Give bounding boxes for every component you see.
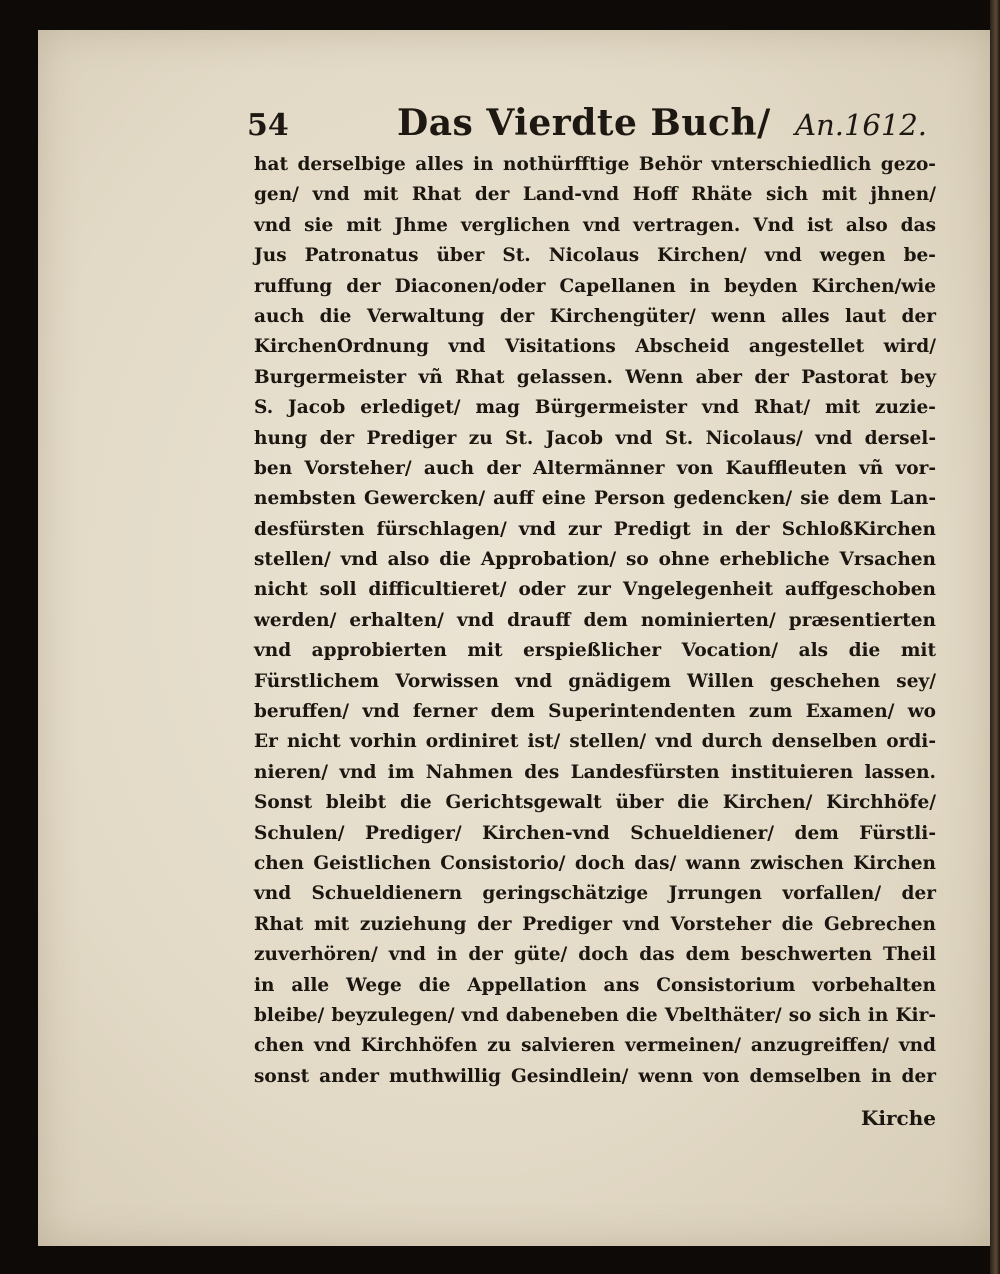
- text-line: werden/ erhalten/ vnd drauff dem nominierten/ præsentierten: [254, 609, 936, 631]
- text-line: Jus Patronatus über St. Nicolaus Kirchen/ vnd wegen be-: [254, 245, 936, 267]
- text-line: zuverhören/ vnd in der güte/ doch das dem beschwerten Theil: [254, 944, 936, 966]
- book-spine-edge: [990, 0, 1000, 1274]
- catchword: Kirche: [861, 1106, 936, 1130]
- text-line: desfürsten fürschlagen/ vnd zur Predigt in der SchloßKirchen: [254, 518, 936, 540]
- text-line: vnd sie mit Jhme verglichen vnd vertragen. Vnd ist also das: [254, 214, 936, 236]
- text-line: Burgermeister vñ Rhat gelassen. Wenn aber der Pastorat bey: [254, 366, 936, 388]
- text-line: chen vnd Kirchhöfen zu salvieren vermeinen/ anzugreiffen/ vnd: [254, 1035, 936, 1057]
- text-line: chen Geistlichen Consistorio/ doch das/ wann zwischen Kirchen: [254, 852, 936, 874]
- text-line: vnd Schueldienern geringschätzige Jrrungen vorfallen/ der: [254, 883, 936, 905]
- text-line: Sonst bleibt die Gerichtsgewalt über die Kirchen/ Kirchhöfe/: [254, 792, 936, 814]
- text-line: hat derselbige alles in nothürfftige Behör vnterschiedlich gezo-: [254, 154, 936, 175]
- body-text: [254, 150, 936, 1092]
- text-line: sonst ander muthwillig Gesindlein/ wenn von demselben in der: [254, 1065, 936, 1087]
- text-line: ben Vorsteher/ auch der Altermänner von Kauffleuten vñ vor-: [254, 457, 936, 479]
- text-line: Er nicht vorhin ordiniret ist/ stellen/ vnd durch denselben ordi-: [254, 731, 936, 753]
- running-title: Das Vierdte Buch/: [397, 102, 771, 144]
- text-line: auch die Verwaltung der Kirchengüter/ wenn alles laut der: [254, 305, 936, 327]
- text-line: Rhat mit zuziehung der Prediger vnd Vorsteher die Gebrechen: [254, 913, 936, 935]
- text-line: bleibe/ beyzulegen/ vnd dabeneben die Vbelthäter/ so sich in Kir-: [254, 1004, 936, 1026]
- text-line: Fürstlichem Vorwissen vnd gnädigem Willen geschehen sey/: [254, 670, 936, 692]
- text-line: stellen/ vnd also die Approbation/ so ohne erhebliche Vrsachen: [254, 549, 936, 571]
- text-line: Schulen/ Prediger/ Kirchen-vnd Schueldiener/ dem Fürstli-: [254, 822, 936, 844]
- text-line: hung der Prediger zu St. Jacob vnd St. Nicolaus/ vnd dersel-: [254, 427, 936, 449]
- page-number: 54: [247, 108, 289, 143]
- text-line: beruffen/ vnd ferner dem Superintendenten zum Examen/ wo: [254, 701, 936, 723]
- text-line: nieren/ vnd im Nahmen des Landesfürsten instituieren lassen.: [254, 761, 936, 783]
- text-line: KirchenOrdnung vnd Visitations Abscheid angestellet wird/: [254, 336, 936, 358]
- year-marginal-note: An.1612.: [795, 108, 927, 142]
- text-line: gen/ vnd mit Rhat der Land-vnd Hoff Rhäte sich mit jhnen/: [254, 184, 936, 206]
- text-line: S. Jacob erlediget/ mag Bürgermeister vnd Rhat/ mit zuzie-: [254, 397, 936, 419]
- text-line: ruffung der Diaconen/oder Capellanen in beyden Kirchen/wie: [254, 275, 936, 297]
- page-header: [247, 98, 927, 148]
- text-line: nembsten Gewercken/ auff eine Person gedencken/ sie dem Lan-: [254, 488, 936, 510]
- text-line: nicht soll difficultieret/ oder zur Vngelegenheit auffgeschoben: [254, 579, 936, 601]
- text-line: in alle Wege die Appellation ans Consistorium vorbehalten: [254, 974, 936, 996]
- text-line: vnd approbierten mit erspießlicher Vocation/ als die mit: [254, 640, 936, 662]
